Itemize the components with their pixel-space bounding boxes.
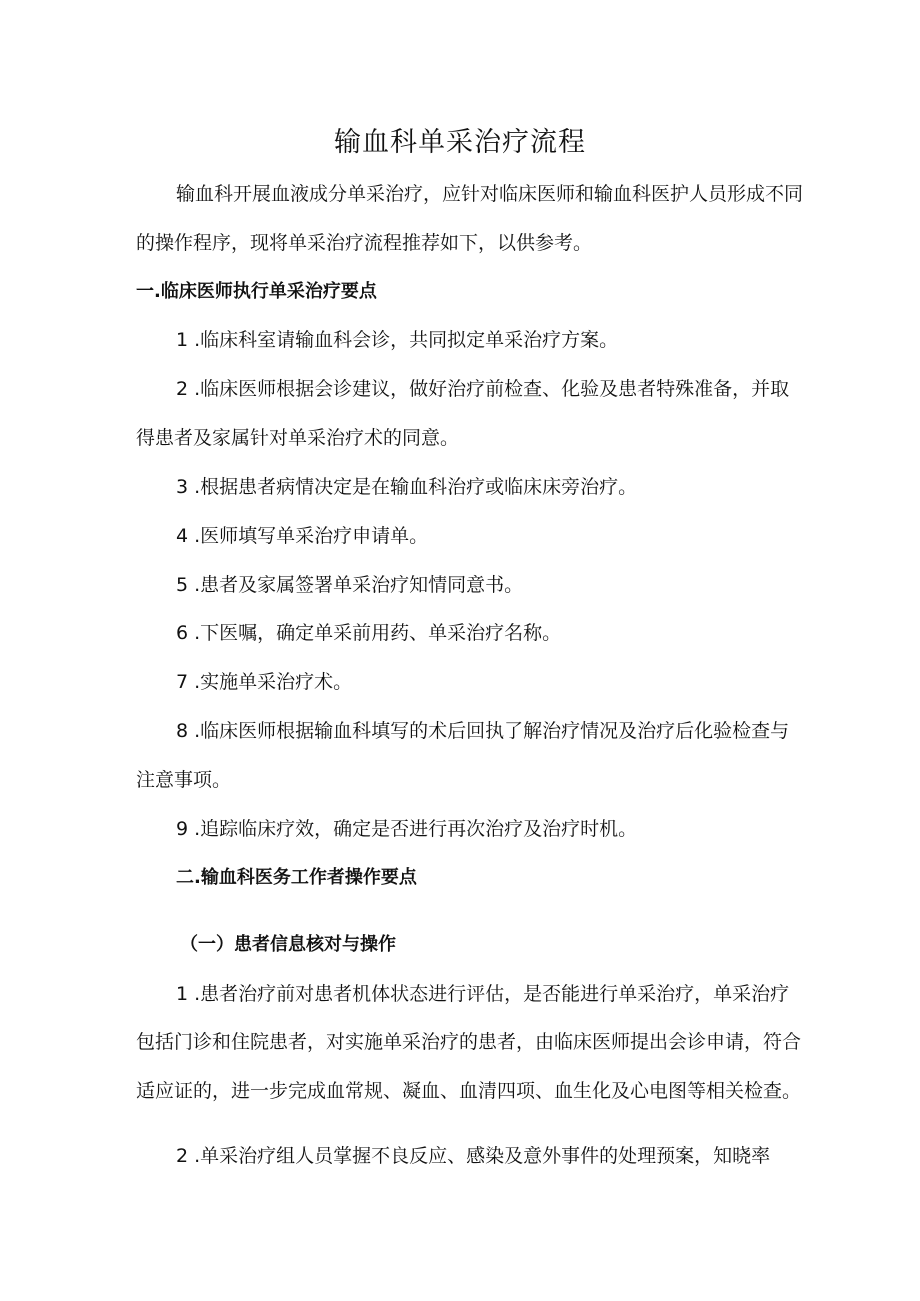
section-1-item-6: 6 .下医嘱，确定单采前用药、单采治疗名称。 <box>176 622 562 644</box>
section-1-item-2-line-2: 得患者及家属针对单采治疗术的同意。 <box>136 427 460 449</box>
section-2-item-1-line-3: 适应证的，进一步完成血常规、凝血、血清四项、血生化及心电图等相关检查。 <box>136 1080 802 1102</box>
document-title: 输血科单采治疗流程 <box>334 127 586 158</box>
section-2-heading: 二.输血科医务工作者操作要点 <box>176 867 417 888</box>
section-1-item-4: 4 .医师填写单采治疗申请单。 <box>176 525 429 547</box>
section-1-item-3: 3 .根据患者病情决定是在输血科治疗或临床床旁治疗。 <box>176 476 638 498</box>
section-1-heading: 一.临床医师执行单采治疗要点 <box>136 281 377 302</box>
section-2-item-1-line-1: 1 .患者治疗前对患者机体状态进行评估，是否能进行单采治疗，单采治疗 <box>176 983 790 1005</box>
section-1-item-9: 9 .追踪临床疗效，确定是否进行再次治疗及治疗时机。 <box>176 818 638 840</box>
section-1-item-8-line-2: 注意事项。 <box>136 769 232 791</box>
intro-line-1: 输血科开展血液成分单采治疗，应针对临床医师和输血科医护人员形成不同 <box>176 183 804 205</box>
section-1-item-2-line-1: 2 .临床医师根据会诊建议，做好治疗前检查、化验及患者特殊准备，并取 <box>176 378 790 400</box>
section-1-item-1: 1 .临床科室请输血科会诊，共同拟定单采治疗方案。 <box>176 329 619 351</box>
section-1-item-8-line-1: 8 .临床医师根据输血科填写的术后回执了解治疗情况及治疗后化验检查与 <box>176 720 790 742</box>
intro-line-2: 的操作程序，现将单采治疗流程推荐如下，以供参考。 <box>136 232 593 254</box>
section-2-subheading: （一）患者信息核对与操作 <box>180 934 396 955</box>
section-1-item-5: 5 .患者及家属签署单采治疗知情同意书。 <box>176 574 524 596</box>
section-2-item-1-line-2: 包括门诊和住院患者，对实施单采治疗的患者，由临床医师提出会诊申请，符合 <box>136 1031 802 1053</box>
section-2-item-2-line-1: 2 .单采治疗组人员掌握不良反应、感染及意外事件的处理预案，知晓率 <box>176 1145 771 1167</box>
section-1-item-7: 7 .实施单采治疗术。 <box>176 671 353 693</box>
